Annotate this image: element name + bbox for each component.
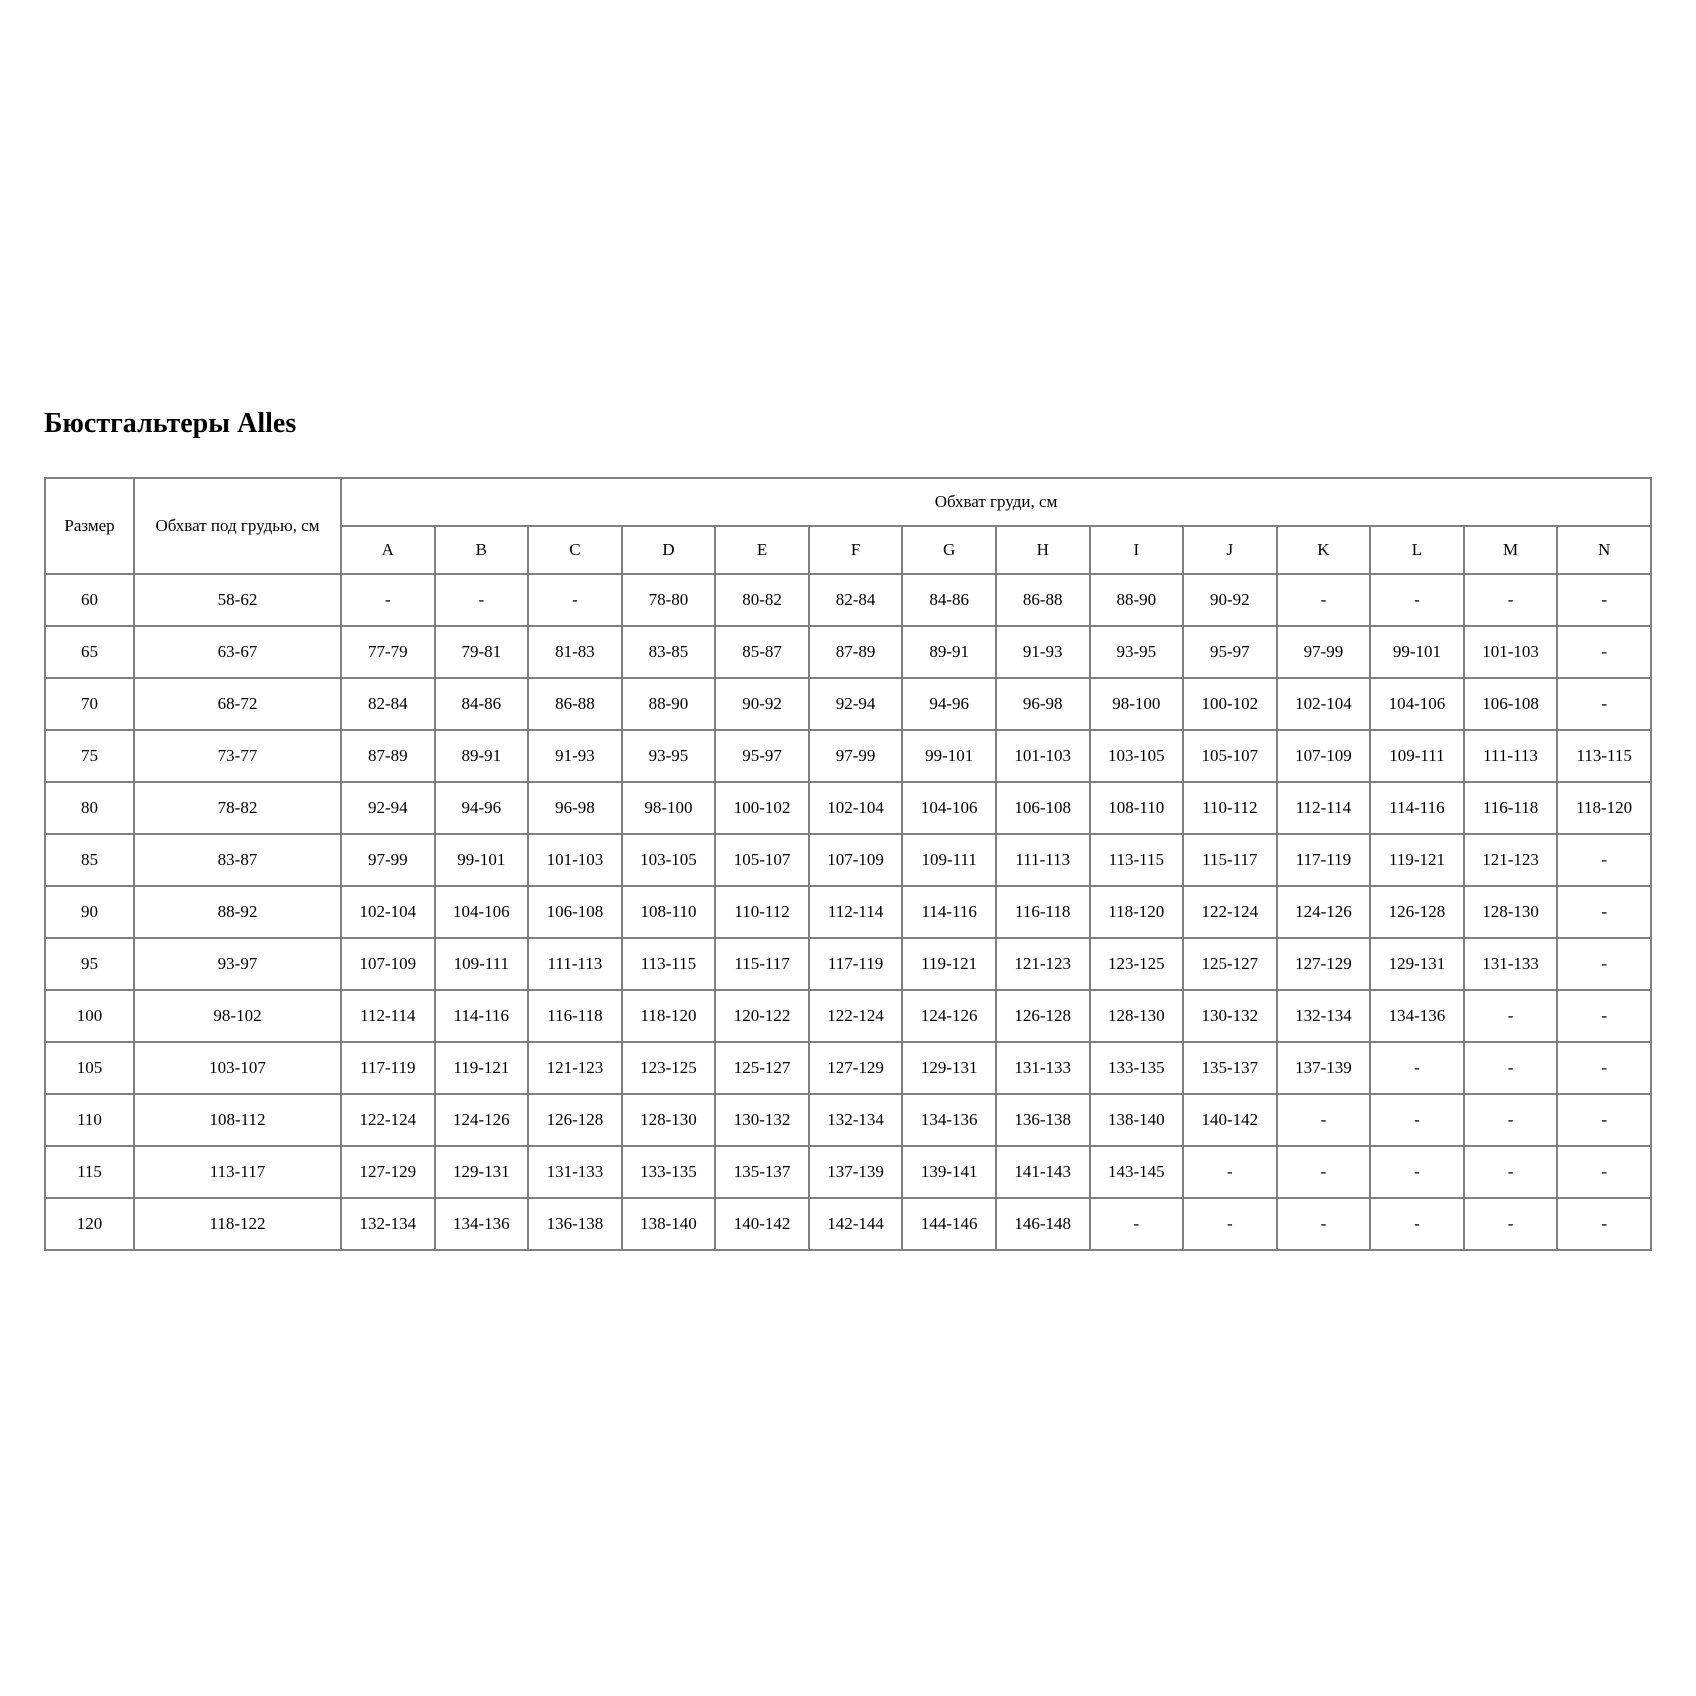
cup-cell-a: 127-129 [341,1146,435,1198]
cup-cell-l: 109-111 [1370,730,1464,782]
underbust-cell: 93-97 [134,938,341,990]
cup-cell-k: 127-129 [1277,938,1371,990]
underbust-cell: 113-117 [134,1146,341,1198]
cup-cell-m: - [1464,990,1558,1042]
cup-column-header-g: G [902,526,996,574]
table-row [45,574,1651,626]
cup-cell-l: 114-116 [1370,782,1464,834]
cup-cell-d: 103-105 [622,834,716,886]
cup-cell-j: 100-102 [1183,678,1277,730]
cup-cell-f: 117-119 [809,938,903,990]
cup-cell-n: - [1557,990,1651,1042]
size-column-header: Размер [45,478,134,574]
cup-cell-h: 91-93 [996,626,1090,678]
cup-cell-h: 86-88 [996,574,1090,626]
underbust-cell: 83-87 [134,834,341,886]
cup-cell-m: - [1464,1146,1558,1198]
cup-cell-m: 106-108 [1464,678,1558,730]
cup-cell-h: 106-108 [996,782,1090,834]
cup-cell-l: - [1370,1042,1464,1094]
table-row [45,886,1651,938]
cup-cell-d: 128-130 [622,1094,716,1146]
size-cell: 70 [45,678,134,730]
cup-cell-i: 113-115 [1090,834,1184,886]
cup-cell-a: - [341,574,435,626]
table-header-row-top [45,478,1651,526]
cup-cell-f: 102-104 [809,782,903,834]
cup-cell-f: 97-99 [809,730,903,782]
cup-cell-e: 105-107 [715,834,809,886]
cup-cell-b: 104-106 [435,886,529,938]
cup-cell-e: 90-92 [715,678,809,730]
underbust-cell: 68-72 [134,678,341,730]
cup-cell-e: 120-122 [715,990,809,1042]
cup-cell-a: 107-109 [341,938,435,990]
cup-cell-b: 129-131 [435,1146,529,1198]
cup-cell-f: 137-139 [809,1146,903,1198]
cup-cell-f: 122-124 [809,990,903,1042]
size-cell: 90 [45,886,134,938]
cup-cell-i: 138-140 [1090,1094,1184,1146]
cup-cell-g: 129-131 [902,1042,996,1094]
cup-column-header-d: D [622,526,716,574]
table-body [45,574,1651,1250]
cup-cell-k: 107-109 [1277,730,1371,782]
cup-cell-g: 144-146 [902,1198,996,1250]
cup-cell-k: 102-104 [1277,678,1371,730]
cup-column-header-l: L [1370,526,1464,574]
cup-cell-l: 126-128 [1370,886,1464,938]
cup-cell-i: 143-145 [1090,1146,1184,1198]
cup-cell-n: - [1557,626,1651,678]
cup-cell-c: 131-133 [528,1146,622,1198]
cup-cell-i: 103-105 [1090,730,1184,782]
cup-cell-i: 123-125 [1090,938,1184,990]
size-cell: 65 [45,626,134,678]
cup-cell-j: 130-132 [1183,990,1277,1042]
cup-cell-j: 140-142 [1183,1094,1277,1146]
table-row [45,782,1651,834]
cup-cell-h: 131-133 [996,1042,1090,1094]
table-row [45,990,1651,1042]
cup-cell-e: 80-82 [715,574,809,626]
underbust-column-header: Обхват под грудью, см [134,478,341,574]
cup-cell-g: 114-116 [902,886,996,938]
cup-cell-k: - [1277,574,1371,626]
cup-cell-d: 93-95 [622,730,716,782]
cup-cell-g: 109-111 [902,834,996,886]
cup-cell-f: 87-89 [809,626,903,678]
cup-cell-a: 77-79 [341,626,435,678]
size-cell: 60 [45,574,134,626]
cup-cell-i: 133-135 [1090,1042,1184,1094]
cup-cell-f: 127-129 [809,1042,903,1094]
cup-cell-l: - [1370,1146,1464,1198]
cup-cell-l: - [1370,574,1464,626]
cup-cell-g: 84-86 [902,574,996,626]
cup-cell-n: - [1557,834,1651,886]
cup-cell-d: 98-100 [622,782,716,834]
cup-cell-e: 110-112 [715,886,809,938]
cup-cell-d: 113-115 [622,938,716,990]
underbust-cell: 98-102 [134,990,341,1042]
cup-cell-j: - [1183,1198,1277,1250]
cup-cell-j: 125-127 [1183,938,1277,990]
cup-cell-f: 112-114 [809,886,903,938]
size-cell: 110 [45,1094,134,1146]
cup-cell-k: 132-134 [1277,990,1371,1042]
cup-cell-m: 128-130 [1464,886,1558,938]
cup-column-header-a: A [341,526,435,574]
cup-cell-m: - [1464,574,1558,626]
underbust-cell: 108-112 [134,1094,341,1146]
cup-cell-h: 111-113 [996,834,1090,886]
cup-column-header-i: I [1090,526,1184,574]
cup-cell-g: 139-141 [902,1146,996,1198]
table-header [45,478,1651,574]
cup-cell-k: 97-99 [1277,626,1371,678]
cup-cell-l: 99-101 [1370,626,1464,678]
bust-group-header: Обхват груди, см [341,478,1651,526]
cup-cell-c: 126-128 [528,1094,622,1146]
cup-cell-c: 101-103 [528,834,622,886]
cup-cell-g: 119-121 [902,938,996,990]
cup-cell-f: 142-144 [809,1198,903,1250]
cup-cell-a: 92-94 [341,782,435,834]
table-row [45,730,1651,782]
cup-cell-b: 119-121 [435,1042,529,1094]
size-cell: 85 [45,834,134,886]
table-row [45,1146,1651,1198]
cup-cell-b: 99-101 [435,834,529,886]
cup-cell-b: 114-116 [435,990,529,1042]
cup-cell-c: 86-88 [528,678,622,730]
cup-cell-d: 133-135 [622,1146,716,1198]
cup-cell-b: 134-136 [435,1198,529,1250]
cup-cell-g: 134-136 [902,1094,996,1146]
cup-cell-c: - [528,574,622,626]
cup-cell-l: 104-106 [1370,678,1464,730]
cup-cell-n: 118-120 [1557,782,1651,834]
page-title: Бюстгальтеры Alles [44,408,297,439]
cup-cell-n: 113-115 [1557,730,1651,782]
cup-column-header-f: F [809,526,903,574]
cup-cell-c: 81-83 [528,626,622,678]
cup-cell-d: 78-80 [622,574,716,626]
cup-cell-e: 95-97 [715,730,809,782]
cup-cell-j: 90-92 [1183,574,1277,626]
cup-cell-e: 115-117 [715,938,809,990]
cup-cell-j: 95-97 [1183,626,1277,678]
cup-cell-a: 87-89 [341,730,435,782]
cup-cell-i: 128-130 [1090,990,1184,1042]
size-cell: 95 [45,938,134,990]
underbust-cell: 88-92 [134,886,341,938]
cup-cell-g: 104-106 [902,782,996,834]
cup-column-header-n: N [1557,526,1651,574]
cup-cell-h: 121-123 [996,938,1090,990]
table-row [45,1094,1651,1146]
cup-cell-n: - [1557,886,1651,938]
cup-cell-c: 136-138 [528,1198,622,1250]
cup-cell-l: 119-121 [1370,834,1464,886]
cup-cell-n: - [1557,678,1651,730]
cup-cell-a: 122-124 [341,1094,435,1146]
cup-cell-e: 85-87 [715,626,809,678]
table-row [45,626,1651,678]
cup-cell-k: 112-114 [1277,782,1371,834]
table-row [45,678,1651,730]
cup-cell-e: 130-132 [715,1094,809,1146]
cup-cell-h: 116-118 [996,886,1090,938]
cup-cell-c: 91-93 [528,730,622,782]
cup-cell-l: - [1370,1094,1464,1146]
cup-cell-e: 135-137 [715,1146,809,1198]
cup-cell-g: 99-101 [902,730,996,782]
size-cell: 100 [45,990,134,1042]
underbust-cell: 118-122 [134,1198,341,1250]
cup-cell-i: - [1090,1198,1184,1250]
cup-cell-g: 89-91 [902,626,996,678]
cup-cell-c: 121-123 [528,1042,622,1094]
cup-cell-j: 122-124 [1183,886,1277,938]
cup-cell-m: 116-118 [1464,782,1558,834]
cup-cell-j: 110-112 [1183,782,1277,834]
cup-cell-h: 141-143 [996,1146,1090,1198]
cup-cell-n: - [1557,574,1651,626]
cup-cell-h: 146-148 [996,1198,1090,1250]
cup-cell-a: 112-114 [341,990,435,1042]
size-cell: 120 [45,1198,134,1250]
cup-cell-c: 106-108 [528,886,622,938]
cup-cell-n: - [1557,1146,1651,1198]
cup-cell-a: 97-99 [341,834,435,886]
table-row [45,1198,1651,1250]
cup-cell-k: 117-119 [1277,834,1371,886]
cup-cell-c: 111-113 [528,938,622,990]
cup-cell-j: 105-107 [1183,730,1277,782]
cup-cell-m: - [1464,1198,1558,1250]
cup-cell-i: 88-90 [1090,574,1184,626]
cup-cell-k: 137-139 [1277,1042,1371,1094]
cup-cell-b: 94-96 [435,782,529,834]
underbust-cell: 78-82 [134,782,341,834]
underbust-cell: 73-77 [134,730,341,782]
cup-cell-m: 131-133 [1464,938,1558,990]
cup-cell-n: - [1557,938,1651,990]
cup-cell-b: 84-86 [435,678,529,730]
cup-cell-j: 115-117 [1183,834,1277,886]
cup-cell-g: 94-96 [902,678,996,730]
cup-column-header-j: J [1183,526,1277,574]
cup-cell-j: 135-137 [1183,1042,1277,1094]
size-cell: 80 [45,782,134,834]
cup-cell-n: - [1557,1094,1651,1146]
cup-cell-d: 123-125 [622,1042,716,1094]
cup-cell-e: 125-127 [715,1042,809,1094]
cup-cell-d: 138-140 [622,1198,716,1250]
cup-cell-b: 79-81 [435,626,529,678]
cup-cell-f: 107-109 [809,834,903,886]
bra-size-chart-table [44,477,1652,1251]
cup-cell-i: 118-120 [1090,886,1184,938]
cup-cell-m: 111-113 [1464,730,1558,782]
cup-cell-h: 126-128 [996,990,1090,1042]
size-cell: 105 [45,1042,134,1094]
cup-cell-m: 121-123 [1464,834,1558,886]
cup-cell-j: - [1183,1146,1277,1198]
cup-cell-f: 132-134 [809,1094,903,1146]
cup-cell-a: 102-104 [341,886,435,938]
cup-cell-m: 101-103 [1464,626,1558,678]
size-cell: 75 [45,730,134,782]
cup-cell-m: - [1464,1042,1558,1094]
cup-cell-k: - [1277,1146,1371,1198]
cup-cell-a: 82-84 [341,678,435,730]
table-row [45,938,1651,990]
cup-cell-k: - [1277,1094,1371,1146]
cup-cell-c: 116-118 [528,990,622,1042]
cup-cell-k: 124-126 [1277,886,1371,938]
cup-cell-e: 100-102 [715,782,809,834]
cup-cell-n: - [1557,1198,1651,1250]
cup-cell-a: 132-134 [341,1198,435,1250]
cup-cell-h: 96-98 [996,678,1090,730]
cup-column-header-b: B [435,526,529,574]
cup-cell-g: 124-126 [902,990,996,1042]
table-row [45,834,1651,886]
cup-cell-i: 108-110 [1090,782,1184,834]
cup-column-header-h: H [996,526,1090,574]
cup-cell-f: 82-84 [809,574,903,626]
cup-cell-d: 88-90 [622,678,716,730]
cup-cell-d: 83-85 [622,626,716,678]
cup-cell-i: 93-95 [1090,626,1184,678]
cup-cell-l: 134-136 [1370,990,1464,1042]
cup-cell-b: - [435,574,529,626]
cup-cell-d: 108-110 [622,886,716,938]
cup-cell-k: - [1277,1198,1371,1250]
underbust-cell: 103-107 [134,1042,341,1094]
cup-cell-h: 101-103 [996,730,1090,782]
cup-cell-l: 129-131 [1370,938,1464,990]
cup-cell-b: 109-111 [435,938,529,990]
underbust-cell: 63-67 [134,626,341,678]
cup-cell-a: 117-119 [341,1042,435,1094]
cup-column-header-k: K [1277,526,1371,574]
cup-column-header-c: C [528,526,622,574]
cup-cell-d: 118-120 [622,990,716,1042]
cup-cell-e: 140-142 [715,1198,809,1250]
cup-cell-n: - [1557,1042,1651,1094]
cup-cell-m: - [1464,1094,1558,1146]
underbust-cell: 58-62 [134,574,341,626]
cup-column-header-e: E [715,526,809,574]
cup-column-header-m: M [1464,526,1558,574]
cup-cell-f: 92-94 [809,678,903,730]
size-cell: 115 [45,1146,134,1198]
cup-cell-h: 136-138 [996,1094,1090,1146]
cup-cell-b: 124-126 [435,1094,529,1146]
cup-cell-l: - [1370,1198,1464,1250]
cup-cell-c: 96-98 [528,782,622,834]
cup-cell-b: 89-91 [435,730,529,782]
table-row [45,1042,1651,1094]
cup-cell-i: 98-100 [1090,678,1184,730]
